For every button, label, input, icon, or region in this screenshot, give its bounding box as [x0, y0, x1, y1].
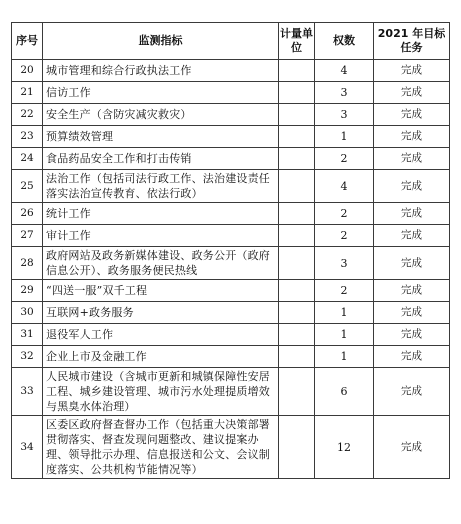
status-cell: 完成 — [374, 82, 450, 104]
indicator-cell: 安全生产（含防灾减灾救灾） — [43, 104, 279, 126]
weight-cell: 4 — [315, 60, 374, 82]
unit-cell — [279, 60, 315, 82]
table-row — [12, 203, 450, 225]
table-row — [12, 302, 450, 324]
header-target: 2021 年目标任务 — [374, 23, 450, 60]
weight-cell: 12 — [315, 416, 374, 479]
table-row — [12, 346, 450, 368]
table-row — [12, 148, 450, 170]
status-cell: 完成 — [374, 324, 450, 346]
table-row — [12, 324, 450, 346]
indicator-cell: 食品药品安全工作和打击传销 — [43, 148, 279, 170]
weight-cell: 2 — [315, 280, 374, 302]
seq-cell: 34 — [12, 416, 43, 479]
unit-cell — [279, 368, 315, 416]
table-row — [12, 60, 450, 82]
header-indicator: 监测指标 — [43, 23, 279, 60]
indicator-cell: 法治工作（包括司法行政工作、法治建设责任落实法治宣传教育、依法行政） — [43, 170, 279, 203]
seq-cell: 29 — [12, 280, 43, 302]
weight-cell: 2 — [315, 148, 374, 170]
unit-cell — [279, 302, 315, 324]
status-cell: 完成 — [374, 280, 450, 302]
table-row — [12, 225, 450, 247]
weight-cell: 3 — [315, 247, 374, 280]
indicator-cell: 信访工作 — [43, 82, 279, 104]
status-cell: 完成 — [374, 126, 450, 148]
indicator-cell: 区委区政府督查督办工作（包括重大决策部署贯彻落实、督查发现问题整改、建议提案办理、领导批示办理、信息报送和公文、会议制度落实、公共机构节能情况等） — [43, 416, 279, 479]
indicator-cell: 企业上市及金融工作 — [43, 346, 279, 368]
seq-cell: 33 — [12, 368, 43, 416]
table-row — [12, 82, 450, 104]
indicator-cell: 预算绩效管理 — [43, 126, 279, 148]
weight-cell: 6 — [315, 368, 374, 416]
unit-cell — [279, 104, 315, 126]
indicator-cell: “四送一服”双千工程 — [43, 280, 279, 302]
unit-cell — [279, 324, 315, 346]
unit-cell — [279, 126, 315, 148]
status-cell: 完成 — [374, 302, 450, 324]
unit-cell — [279, 346, 315, 368]
table-row — [12, 104, 450, 126]
status-cell: 完成 — [374, 203, 450, 225]
indicator-cell: 退役军人工作 — [43, 324, 279, 346]
seq-cell: 21 — [12, 82, 43, 104]
table-row — [12, 126, 450, 148]
unit-cell — [279, 225, 315, 247]
seq-cell: 28 — [12, 247, 43, 280]
status-cell: 完成 — [374, 346, 450, 368]
indicator-cell: 人民城市建设（含城市更新和城镇保障性安居工程、城乡建设管理、城市污水处理提质增效与黑臭水体治理） — [43, 368, 279, 416]
table-row — [12, 416, 450, 479]
unit-cell — [279, 203, 315, 225]
status-cell: 完成 — [374, 416, 450, 479]
document-page — [11, 22, 450, 479]
header-seq: 序号 — [12, 23, 43, 60]
table-row — [12, 247, 450, 280]
status-cell: 完成 — [374, 60, 450, 82]
status-cell: 完成 — [374, 148, 450, 170]
unit-cell — [279, 170, 315, 203]
indicator-cell: 统计工作 — [43, 203, 279, 225]
status-cell: 完成 — [374, 368, 450, 416]
unit-cell — [279, 247, 315, 280]
status-cell: 完成 — [374, 170, 450, 203]
unit-cell — [279, 82, 315, 104]
table-header-row — [12, 23, 450, 60]
indicator-cell: 审计工作 — [43, 225, 279, 247]
weight-cell: 3 — [315, 104, 374, 126]
status-cell: 完成 — [374, 225, 450, 247]
table-row — [12, 280, 450, 302]
weight-cell: 2 — [315, 203, 374, 225]
header-weight: 权数 — [315, 23, 374, 60]
seq-cell: 23 — [12, 126, 43, 148]
weight-cell: 3 — [315, 82, 374, 104]
seq-cell: 22 — [12, 104, 43, 126]
seq-cell: 25 — [12, 170, 43, 203]
indicator-cell: 政府网站及政务新媒体建设、政务公开（政府信息公开）、政务服务便民热线 — [43, 247, 279, 280]
weight-cell: 1 — [315, 126, 374, 148]
table-row — [12, 368, 450, 416]
table-body — [12, 60, 450, 479]
weight-cell: 1 — [315, 324, 374, 346]
seq-cell: 26 — [12, 203, 43, 225]
seq-cell: 24 — [12, 148, 43, 170]
header-unit: 计量单位 — [279, 23, 315, 60]
table-row — [12, 170, 450, 203]
indicator-cell: 互联网+政务服务 — [43, 302, 279, 324]
weight-cell: 2 — [315, 225, 374, 247]
monitoring-indicator-table — [11, 22, 450, 479]
weight-cell: 1 — [315, 302, 374, 324]
seq-cell: 27 — [12, 225, 43, 247]
unit-cell — [279, 416, 315, 479]
seq-cell: 30 — [12, 302, 43, 324]
indicator-cell: 城市管理和综合行政执法工作 — [43, 60, 279, 82]
weight-cell: 1 — [315, 346, 374, 368]
weight-cell: 4 — [315, 170, 374, 203]
seq-cell: 20 — [12, 60, 43, 82]
status-cell: 完成 — [374, 104, 450, 126]
seq-cell: 31 — [12, 324, 43, 346]
status-cell: 完成 — [374, 247, 450, 280]
unit-cell — [279, 280, 315, 302]
seq-cell: 32 — [12, 346, 43, 368]
unit-cell — [279, 148, 315, 170]
